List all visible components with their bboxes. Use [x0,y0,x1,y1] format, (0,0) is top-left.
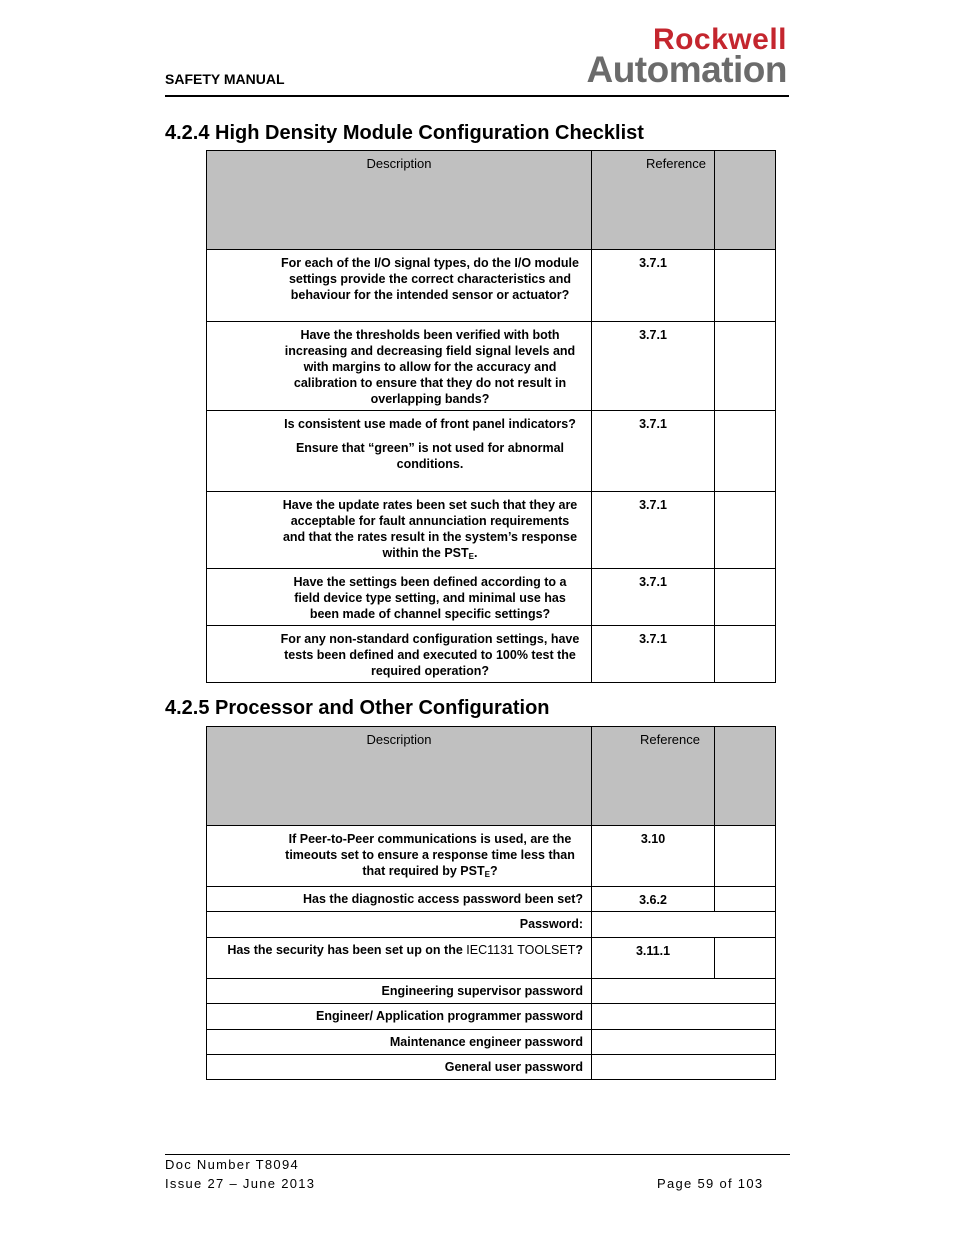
check-cell[interactable] [715,411,776,492]
footer-divider [165,1154,790,1155]
header-divider [165,95,789,97]
table-row [207,1055,776,1080]
row-description: Have the settings been defined according to a field device type setting, and minimal use has been made of channel specific settings? [207,569,592,626]
table-row [207,1030,776,1055]
check-cell[interactable] [715,826,776,887]
toolset-name: IEC1131 TOOLSET [466,943,576,957]
row-description-text: Has the security has been set up on the [227,943,467,957]
password-entry-cell[interactable] [592,1004,776,1030]
table-header-row [207,151,776,250]
row-description: For any non-standard configuration settings, have tests been defined and executed to 100% test the required operation? [207,626,592,683]
row-reference: 3.10 [592,826,715,887]
table-row [207,938,776,979]
check-cell[interactable] [715,569,776,626]
row-description-text: Have the update rates been set such that they are acceptable for fault annunciation requirements and that the rates result in the system’s response within the PST [282,498,578,560]
check-cell[interactable] [715,887,776,912]
row-reference: 3.7.1 [592,250,715,322]
row-description-line2: Ensure that “green” is not used for abnormal conditions. [295,441,565,471]
checklist-table-4-2-4 [206,150,776,683]
column-header-reference: Reference [592,151,715,250]
subscript: E [468,552,474,561]
section-heading-4-2-5: 4.2.5 Processor and Other Configuration [165,697,550,719]
row-description [207,492,592,569]
password-entry-cell[interactable] [592,912,776,938]
row-description [207,411,592,492]
column-header-check [715,151,776,250]
table-row [207,887,776,912]
logo-line-2: Automation [586,49,787,90]
row-reference: 3.7.1 [592,569,715,626]
rockwell-automation-logo [553,23,789,90]
table-row [207,626,776,683]
table-header-row [207,727,776,826]
row-description-suffix: ? [489,864,498,878]
password-entry-cell[interactable] [592,1030,776,1055]
row-description: Have the thresholds been verified with both increasing and decreasing field signal levels and with margins to allow for the accuracy and calibration to ensure that they do not result in overlapping bands? [207,322,592,411]
manual-title: SAFETY MANUAL [165,71,285,87]
check-cell[interactable] [715,250,776,322]
check-cell[interactable] [715,492,776,569]
row-description [207,826,592,887]
table-row [207,492,776,569]
issue-date: Issue 27 – June 2013 [165,1176,316,1191]
column-header-reference: Reference [592,727,715,826]
password-entry-cell[interactable] [592,979,776,1004]
table-row [207,322,776,411]
row-description: Password: [207,912,592,938]
row-description: For each of the I/O signal types, do the I/O module settings provide the correct characteristics and behaviour for the intended sensor or actuator? [207,250,592,322]
row-description [207,938,592,979]
row-reference: 3.7.1 [592,411,715,492]
subscript: E [484,870,490,879]
row-reference: 3.7.1 [592,322,715,411]
password-entry-cell[interactable] [592,1055,776,1080]
row-description-suffix: ? [575,943,583,957]
row-reference: 3.11.1 [592,938,715,979]
check-cell[interactable] [715,626,776,683]
row-description: Has the diagnostic access password been set? [207,887,592,912]
page-number: Page 59 of 103 [657,1176,764,1191]
row-description-suffix: . [473,546,478,560]
row-reference: 3.6.2 [592,887,715,912]
row-description-line1: Is consistent use made of front panel indicators? [284,417,576,431]
check-cell[interactable] [715,322,776,411]
section-heading-4-2-4: 4.2.4 High Density Module Configuration Checklist [165,122,644,144]
row-description: General user password [207,1055,592,1080]
row-description-text: If Peer-to-Peer communications is used, are the timeouts set to ensure a response time less than that required by PST [285,832,575,878]
logo-line-1: Rockwell [652,23,787,56]
column-header-check [715,727,776,826]
row-reference: 3.7.1 [592,492,715,569]
table-row [207,411,776,492]
row-reference: 3.7.1 [592,626,715,683]
table-row [207,979,776,1004]
table-row [207,569,776,626]
column-header-description: Description [207,727,592,826]
table-row [207,250,776,322]
table-row [207,912,776,938]
column-header-description: Description [207,151,592,250]
table-row [207,1004,776,1030]
table-row [207,826,776,887]
checklist-table-4-2-5 [206,726,776,1080]
doc-number: Doc Number T8094 [165,1157,300,1172]
check-cell[interactable] [715,938,776,979]
row-description: Maintenance engineer password [207,1030,592,1055]
row-description: Engineering supervisor password [207,979,592,1004]
row-description: Engineer/ Application programmer password [207,1004,592,1030]
